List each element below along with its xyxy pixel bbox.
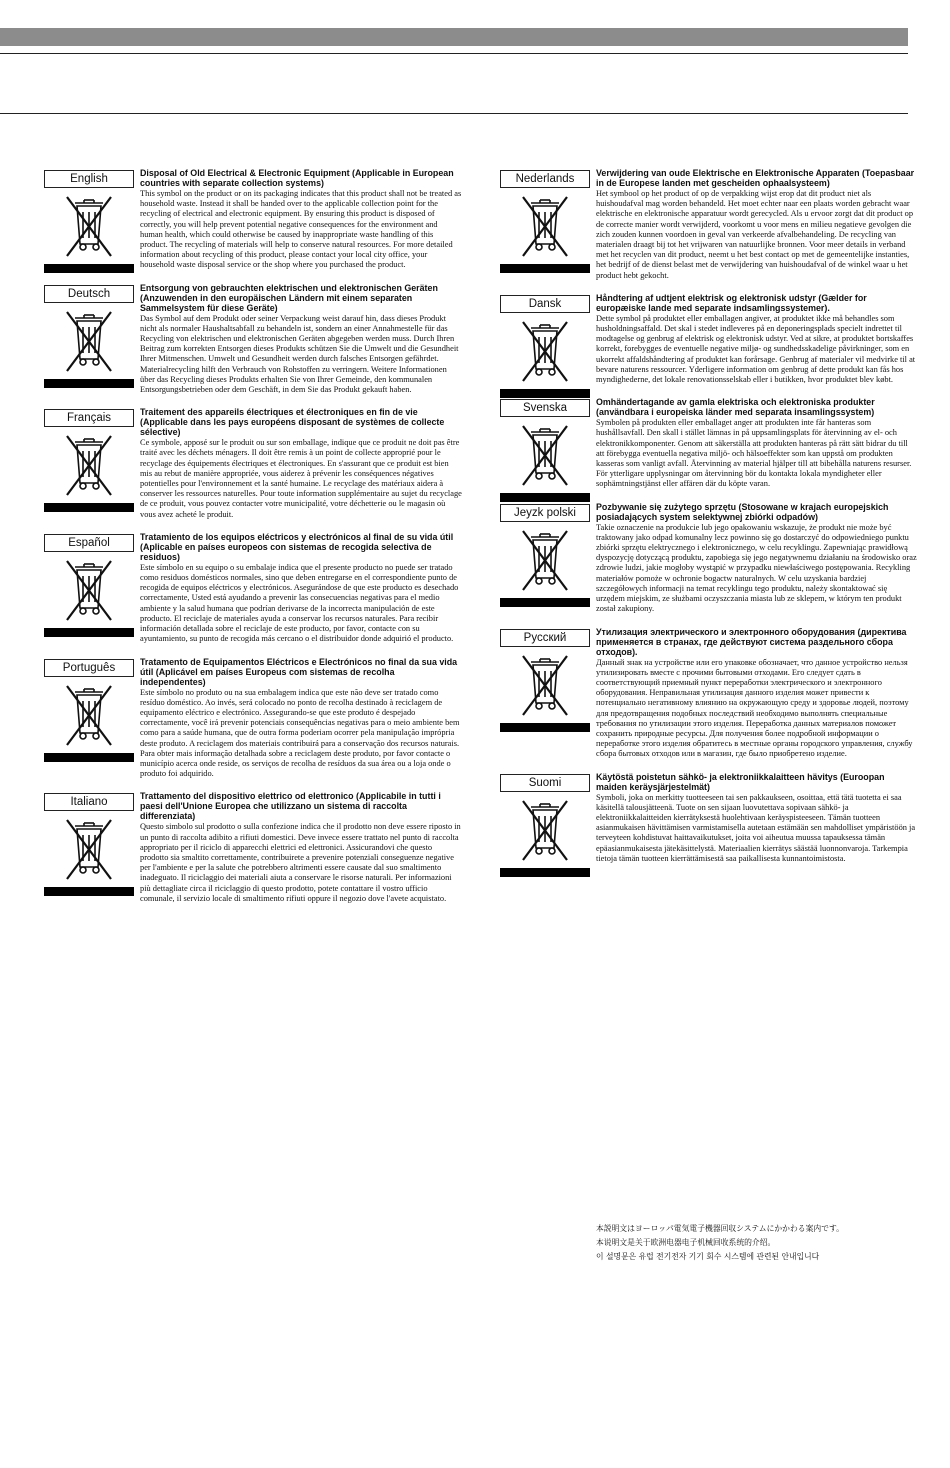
section-title: Traitement des appareils électriques et électroniques en fin de vie (Applicable dans les pays européens disposant de systèmes de collecte sélective)	[140, 407, 445, 438]
language-label: Dansk	[500, 295, 590, 313]
crossed-out-wheelie-bin-icon	[61, 558, 117, 624]
section-title: Tratamento de Equipamentos Eléctricos e Electrónicos no final da sua vida útil (Aplicável em países Europeus com sistemas de recolha independentes)	[140, 656, 458, 687]
crossed-out-wheelie-bin-icon	[61, 683, 117, 749]
section-title: Omhändertagande av gamla elektriska och elektroniska produkter (användbara i europeiska länder med separata insamlingssystem)	[596, 397, 875, 418]
section-body: Ce symbole, apposé sur le produit ou sur son emballage, indique que ce produit ne doit pas être traité avec les déchets ménagers. Il doit être remis à un point de collecte approprié pour le recyclage des équipements électriques et électroniques. En s'assurant que ce produit est bien mis au rebut de manière appropriée, vous aiderez à prévenir les conséquences négatives potentielles pour l'environnement et la santé humaine. Le recyclage des matériaux aidera à conserver les ressources naturelles. Pour toute information supplémentaire au sujet du recyclage de ce produit, vous pouvez contacter votre municipalité, votre déchetterie ou le magasin où vous avez acheté le produit.	[140, 438, 462, 519]
black-bar	[500, 264, 590, 273]
section-sidebar	[500, 774, 590, 877]
header-rule-top	[0, 53, 908, 54]
section-sidebar	[500, 629, 590, 732]
crossed-out-wheelie-bin-icon	[61, 433, 117, 499]
section-content	[140, 657, 462, 780]
section-body: Este símbolo en su equipo o su embalaje indica que el presente producto no puede ser tratado como residuos domésticos normales, sino que deben entregarse en el correspondiente punto de recogida de equipos eléctricos y electrónicos. Asegurándose de que este producto es desechado correctamente, Usted está ayudando a prevenir las consecuencias negativas para el medio ambiente y la salud humana que podrían derivarse de la incorrecta manipulación de este producto. El reciclaje de materiales ayuda a conservar los recursos naturales. Para recibir información detallada sobre el reciclaje de este producto, por favor, contacte con su ayuntamiento, su punto de recogida más cercano o el distribuidor donde adquirió el producto.	[140, 562, 459, 644]
section-content	[596, 168, 918, 281]
black-bar	[44, 503, 134, 512]
chinese-notice: 本说明文是关于欧洲电器电子机械回收系统的介绍。	[596, 1238, 776, 1247]
section-content	[140, 407, 462, 520]
left-column	[44, 168, 462, 916]
disposal-section	[500, 627, 918, 760]
section-body: Takie oznaczenie na produkcie lub jego opakowaniu wskazuje, że produkt nie może być traktowany jako odpad komunalny lecz powinno się go dostarczyć do odpowiedniego punktu zbiórki sprzętu elektrycznego i elektronicznego, w celu recyklingu. Zapewniając prawidłową dyspozycję dotyczącą produktu, zapobiega się jego negatywnemu działaniu na środowisko oraz zdrowie ludzi, jakie mogłoby wystąpić w przypadku niewłaściwego postępowania. Recykling materiałów pomoże w ochronie bogactw naturalnych. W celu uzyskania bardziej szczegółowych informacji na temat recyklingu tego produktu, należy skontaktować się urzędem miejskim, ze służbami oczyszczania miasta lub ze sklepem, w którym ten produkt został zakupiony.	[596, 522, 917, 614]
disposal-section	[44, 791, 462, 904]
language-label: Jeyzk polski	[500, 504, 590, 522]
crossed-out-wheelie-bin-icon	[517, 528, 573, 594]
black-bar	[44, 628, 134, 637]
section-body: Het symbool op het product of op de verpakking wijst erop dat dit product niet als huishoudafval mag worden behandeld. Het moet echter naar een plaats worden gebracht waar elektrische en elektronische apparatuur wordt gerecycled. Als u ervoor zorgt dat dit product op de correcte manier wordt verwijderd, voorkomt u voor mens en milieu negatieve gevolgen die zich zouden kunnen voordoen in geval van verkeerde afvalbehandeling. De recycling van materialen draagt bij tot het vrijwaren van natuurlijke bronnen. Voor meer details in verband met het recyclen van dit product, neemt u het best contact op met de gemeentelijke instanties, het bedrijf of de dienst belast met de verwijdering van huishoudafval of de winkel waar u het product hebt gekocht.	[596, 189, 914, 280]
section-sidebar	[500, 170, 590, 273]
header-rule-bottom	[0, 113, 908, 114]
crossed-out-wheelie-bin-icon	[517, 653, 573, 719]
korean-notice: 이 설명문은 유럽 전기전자 기기 회수 시스템에 관련된 안내입니다	[596, 1252, 820, 1261]
language-label: Italiano	[44, 793, 134, 811]
section-content	[596, 397, 918, 489]
section-title: Entsorgung von gebrauchten elektrischen und elektronischen Geräten (Anzuwenden in den europäischen Ländern mit einem separaten Sammelsystem für diese Geräte)	[140, 282, 438, 313]
section-body: Symboli, joka on merkitty tuotteeseen tai sen pakkaukseen, osoittaa, että tätä tuotetta ei saa käsitellä talousjätteenä. Tuote on sen sijaan luovutettava sopivaan sähkö- ja elektroniikkalaitteiden kierrätyksestä huolehtivaan keräyspisteeseen. Tämän tuotteen asianmukaisen hävittämisen varmistamisella autetaan estämään sen mahdolliset ympäristöön ja terveyteen kohdistuvat haittavaikutukset, joita voi aiheutua muussa tapauksessa tämän epäasianmukaisesta jätekäsittelystä. Materiaalien kierrätys säästää luonnonvaroja. Tarkempia tietoja tämän tuotteen kierrättämisestä saa paikallisesta kunnantoimistosta.	[596, 792, 916, 863]
disposal-section	[44, 657, 462, 780]
language-label: Nederlands	[500, 170, 590, 188]
section-body: Questo simbolo sul prodotto o sulla confezione indica che il prodotto non deve essere riposto in un punto di raccolta adibito a rifiuti domestici. Deve invece essere trattato nel punto di raccolta appropriato per il riciclo di apparecchi elettrici ed elettronici. Assicurandovi che questo prodotto sia smaltito correttamente, contribuirete a prevenire potenziali conseguenze negative per l'ambiente e per la salute che potrebbero altrimenti essere causate dal suo smaltimento inadeguato. Il riciclaggio dei materiali aiuta a conservare le risorse naturali. Per informazioni più dettagliate circa il riciclaggio di questo prodotto, potete contattare il vostro ufficio comunale, il servizio locale di smaltimento rifiuti oppure il negozio dove l'avete acquistato.	[140, 822, 461, 903]
section-title: Утилизация электрического и электронного оборудования (директива применяется в странах, где действуют система раздельного сбора отходов).	[596, 626, 907, 657]
section-body: Este símbolo no produto ou na sua embalagem indica que este não deve ser tratado como resíduo doméstico. Ao invés, será colocado no ponto de recolha destinado à reciclagem de equipamento eléctrico e electrónico. Assegurando-se que este produto é despejado correctamente, você irá prevenir potenciais consequências negativas para o meio ambiente bem como para a saúde humana, que de outra forma poderiam ocorrer pela manipulação imprópria deste produto. A reciclagem dos materiais contribuirá para a conservação dos recursos naturais. Para obter mais informação detalhada sobre a reciclagem deste produto, por favor contacte o município acerca onde reside, os serviços de recolha de resíduos da sua área ou a loja onde o produto foi adquirido.	[140, 687, 460, 779]
language-label: Svenska	[500, 399, 590, 417]
crossed-out-wheelie-bin-icon	[517, 194, 573, 260]
language-label: Deutsch	[44, 285, 134, 303]
crossed-out-wheelie-bin-icon	[517, 319, 573, 385]
disposal-section	[500, 168, 918, 281]
section-title: Tratamiento de los equipos eléctricos y electrónicos al final de su vida útil (Aplicable en países europeos con sistemas de recogida selectiva de residuos)	[140, 531, 454, 562]
disposal-section	[44, 283, 462, 396]
section-sidebar	[44, 170, 134, 273]
black-bar	[44, 753, 134, 762]
section-body: Das Symbol auf dem Produkt oder seiner Verpackung weist darauf hin, dass dieses Produkt nicht als normaler Haushaltsabfall zu behandeln ist, sondern an einer Annahmestelle für das Recycling von elektrischen und elektronischen Geräten abgegeben werden muss. Durch Ihren Beitrag zum korrekten Entsorgen dieses Produkts schützen Sie die Umwelt und die Gesundheit Ihrer Mitmenschen. Umwelt und Gesundheit werden durch falsches Entsorgen gefährdet. Materialrecycling hilft den Verbrauch von Rohstoffen zu verringern. Weitere Informationen über das Recycling dieses Produkts erhalten Sie von Ihrer Gemeinde, den kommunalen Entsorgungsbetrieben oder dem Geschäft, in dem Sie das Produkt gekauft haben.	[140, 313, 459, 395]
section-title: Käytöstä poistetun sähkö- ja elektroniikkalaitteen hävitys (Euroopan maiden keräysjärjestelmät)	[596, 771, 885, 792]
language-label: Suomi	[500, 774, 590, 792]
black-bar	[44, 379, 134, 388]
disposal-section	[44, 168, 462, 271]
section-content	[140, 168, 462, 271]
section-content	[596, 293, 918, 385]
section-content	[596, 627, 918, 760]
section-sidebar	[44, 659, 134, 762]
disposal-section	[500, 293, 918, 385]
section-title: Verwijdering van oude Elektrische en Elektronische Apparaten (Toepasbaar in de Europese landen met gescheiden ophaalsysteem)	[596, 168, 915, 188]
language-label: Русский	[500, 629, 590, 647]
section-title: Disposal of Old Electrical & Electronic Equipment (Applicable in European countries with separate collection systems)	[140, 168, 454, 188]
section-body: Данный знак на устройстве или его упаковке обозначает, что данное устройство нельзя утилизировать вместе с прочими бытовыми отходами. Его следует сдать в соответствующий приемный пункт переработки электрического и электронного оборудования. Неправильная утилизация данного изделия может привести к потенциально негативному влиянию на окружающую среду и здоровье людей, поэтому для предотвращения подобных последствий необходимо выполнять специальные требования по утилизации этого изделия. Переработка данных материалов поможет сохранить природные ресурсы. Для получения более подробной информации о переработке этого изделия обратитесь в местные органы городского управления, службу сбора бытовых отходов или в магазин, где было приобретено изделие.	[596, 657, 913, 759]
black-bar	[44, 264, 134, 273]
section-title: Håndtering af udtjent elektrisk og elektronisk udstyr (Gælder for europæiske lande med separate indsamlingssystemer).	[596, 292, 867, 313]
section-sidebar	[44, 285, 134, 388]
section-content	[140, 532, 462, 645]
section-content	[140, 791, 462, 904]
section-body: Dette symbol på produktet eller emballagen angiver, at produktet ikke må behandles som husholdningsaffald. Det skal i stedet indleveres på en deponeringsplads specielt indrettet til modtagelse og genbrug af elektrisk og elektronisk udstyr. Ved at sikre, at produktet bortskaffes korrekt, forebygges de eventuelle negative miljø- og sundhedsskadelige påvirkninger, som en ukorrekt affaldshåndtering af produktet kan forårsage. Genbrug af materialer vil medvirke til at bevare naturens ressourcer. Yderligere information om genbrug af dette produkt kan fås hos myndighederne, det lokale renovationsselskab eller i butikken, hvor produktet blev købt.	[596, 313, 916, 385]
section-content	[140, 283, 462, 396]
section-content	[596, 772, 918, 864]
crossed-out-wheelie-bin-icon	[517, 423, 573, 489]
disposal-section	[500, 397, 918, 489]
language-label: Español	[44, 534, 134, 552]
header-bar	[0, 28, 908, 46]
section-sidebar	[44, 409, 134, 512]
disposal-section	[500, 502, 918, 615]
section-title: Pozbywanie się zużytego sprzętu (Stosowane w krajach europejskich posiadających system selektywnej zbiórki odpadów)	[596, 501, 889, 522]
disposal-section	[44, 532, 462, 645]
crossed-out-wheelie-bin-icon	[61, 817, 117, 883]
section-title: Trattamento del dispositivo elettrico od elettronico (Applicabile in tutti i paesi dell'Unione Europea che utilizzano un sistema di raccolta differenziata)	[140, 791, 441, 822]
language-label: Français	[44, 409, 134, 427]
asian-language-notice	[596, 1222, 916, 1264]
language-label: English	[44, 170, 134, 188]
right-column	[500, 168, 918, 876]
black-bar	[44, 887, 134, 896]
black-bar	[500, 723, 590, 732]
section-sidebar	[500, 399, 590, 502]
japanese-notice: 本説明文はヨーロッパ電気電子機器回収システムにかかわる案内です。	[596, 1224, 844, 1233]
language-label: Português	[44, 659, 134, 677]
section-content	[596, 502, 918, 615]
crossed-out-wheelie-bin-icon	[61, 309, 117, 375]
disposal-section	[500, 772, 918, 864]
section-body: This symbol on the product or on its packaging indicates that this product shall not be treated as household waste. Instead it shall be handed over to the applicable collection point for the recycling of electrical and electronic equipment. By ensuring this product is disposed of correctly, you will help prevent potential negative consequences for the environment and human health, which could otherwise be caused by inappropriate waste handling of this product. The recycling of materials will help to conserve natural resources. For more detailed information about recycling of this product, please contact your local city office, your household waste disposal service or the shop where you purchased the product.	[140, 189, 462, 270]
crossed-out-wheelie-bin-icon	[517, 798, 573, 864]
disposal-section	[44, 407, 462, 520]
black-bar	[500, 598, 590, 607]
section-sidebar	[500, 504, 590, 607]
section-body: Symbolen på produkten eller emballaget anger att produkten inte får hanteras som hushållsavfall. Den skall i stället lämnas in på uppsamlingsplats för återvinning av el- och elektronikkomponenter. Genom att säkerställa att produkten hanteras på rätt sätt bidrar du till att förebygga eventuella negativa miljö- och hälsoeffekter som kan uppstå om produkten kasseras som vanligt avfall. Återvinning av material hjälper till att bibehålla naturens resurser. För ytterligare upplysningar om återvinning bör du kontakta lokala myndigheter eller sophämtningstjänst eller affären där du köpte varan.	[596, 418, 912, 489]
crossed-out-wheelie-bin-icon	[61, 194, 117, 260]
black-bar	[500, 868, 590, 877]
section-sidebar	[44, 534, 134, 637]
section-sidebar	[500, 295, 590, 398]
section-sidebar	[44, 793, 134, 896]
